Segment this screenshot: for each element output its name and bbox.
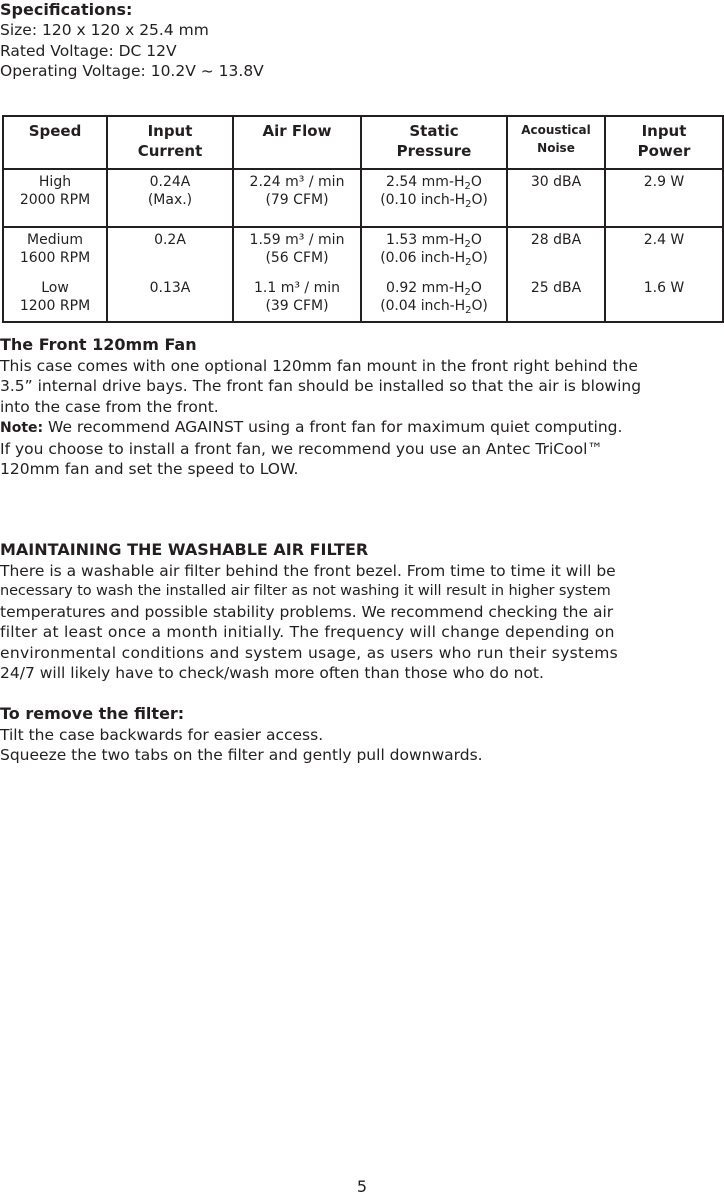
- header-input-power: Input Power: [605, 116, 723, 169]
- filter-text: temperatures and possible stability problems. We recommend checking the air: [0, 602, 614, 621]
- header-input-current: Input Current: [107, 116, 233, 169]
- table-row: Low 1200 RPM 0.13A 1.1 m³ / min (39 CFM) 0.92 $mm-H_2O$ (0.04 inch-$H_2O$) 25 dBA 1.6 W: [3, 276, 723, 322]
- front-fan-text: 3.5” internal drive bays. The front fan should be installed so that the air is blowing: [0, 377, 642, 395]
- remove-filter-section: [0, 704, 724, 766]
- header-static-pressure: Static Pressure: [361, 116, 507, 169]
- filter-text: 24/7 will likely have to check/wash more often than those who do not.: [0, 664, 544, 682]
- spec-operating-voltage: Operating Voltage: 10.2V ~ 13.8V: [0, 62, 264, 80]
- table-row: Medium 1600 RPM 0.2A 1.59 m³ / min (56 CFM) 1.53 $mm-H_2O$ (0.06 inch-$H_2O$) 28 dBA 2.4 W: [3, 227, 723, 275]
- front-fan-text: This case comes with one optional 120mm fan mount in the front right behind the: [0, 356, 638, 375]
- remove-filter-title: To remove the filter:: [0, 704, 185, 723]
- remove-step: Squeeze the two tabs on the filter and gently pull downwards.: [0, 746, 483, 764]
- filter-text: necessary to wash the installed air filter as not washing it will result in higher system: [0, 583, 611, 599]
- note-label: Note:: [0, 420, 44, 436]
- filter-title: MAINTAINING THE WASHABLE AIR FILTER: [0, 540, 369, 559]
- specifications-title: Specifications:: [0, 0, 133, 19]
- filter-text: environmental conditions and system usage, as users who run their systems: [0, 643, 619, 662]
- header-speed: Speed: [28, 122, 82, 140]
- remove-step: Tilt the case backwards for easier access.: [0, 725, 324, 744]
- header-acoustical-noise: Acoustical Noise: [507, 116, 605, 169]
- table-header-row: [3, 116, 723, 169]
- header-air-flow: Air Flow: [233, 116, 361, 169]
- front-fan-section: [0, 335, 724, 480]
- filter-text: filter at least once a month initially. The frequency will change depending on: [0, 623, 615, 641]
- page-number: 5: [356, 1177, 368, 1196]
- front-fan-text: into the case from the front.: [0, 397, 219, 416]
- specifications-section: [0, 0, 724, 82]
- front-fan-note-text: 120mm fan and set the speed to LOW.: [0, 460, 299, 478]
- fan-spec-table: [2, 115, 724, 323]
- spec-size: Size: 120 x 120 x 25.4 mm: [0, 21, 209, 39]
- front-fan-title: The Front 120mm Fan: [0, 335, 197, 354]
- table-row: High 2000 RPM 0.24A (Max.) 2.24 m³ / min (79 CFM) 2.54 $mm-H_2O$ (0.10 inch-$H_2O$) 30 dBA 2.9 W: [3, 169, 723, 228]
- front-fan-note-text: If you choose to install a front fan, we recommend you use an Antec TriCool™: [0, 439, 603, 458]
- spec-rated-voltage: Rated Voltage: DC 12V: [0, 41, 177, 60]
- front-fan-note: Note: We recommend AGAINST using a front fan for maximum quiet computing.: [0, 418, 623, 436]
- filter-text: There is a washable air filter behind the front bezel. From time to time it will be: [0, 561, 616, 580]
- filter-section: [0, 540, 724, 684]
